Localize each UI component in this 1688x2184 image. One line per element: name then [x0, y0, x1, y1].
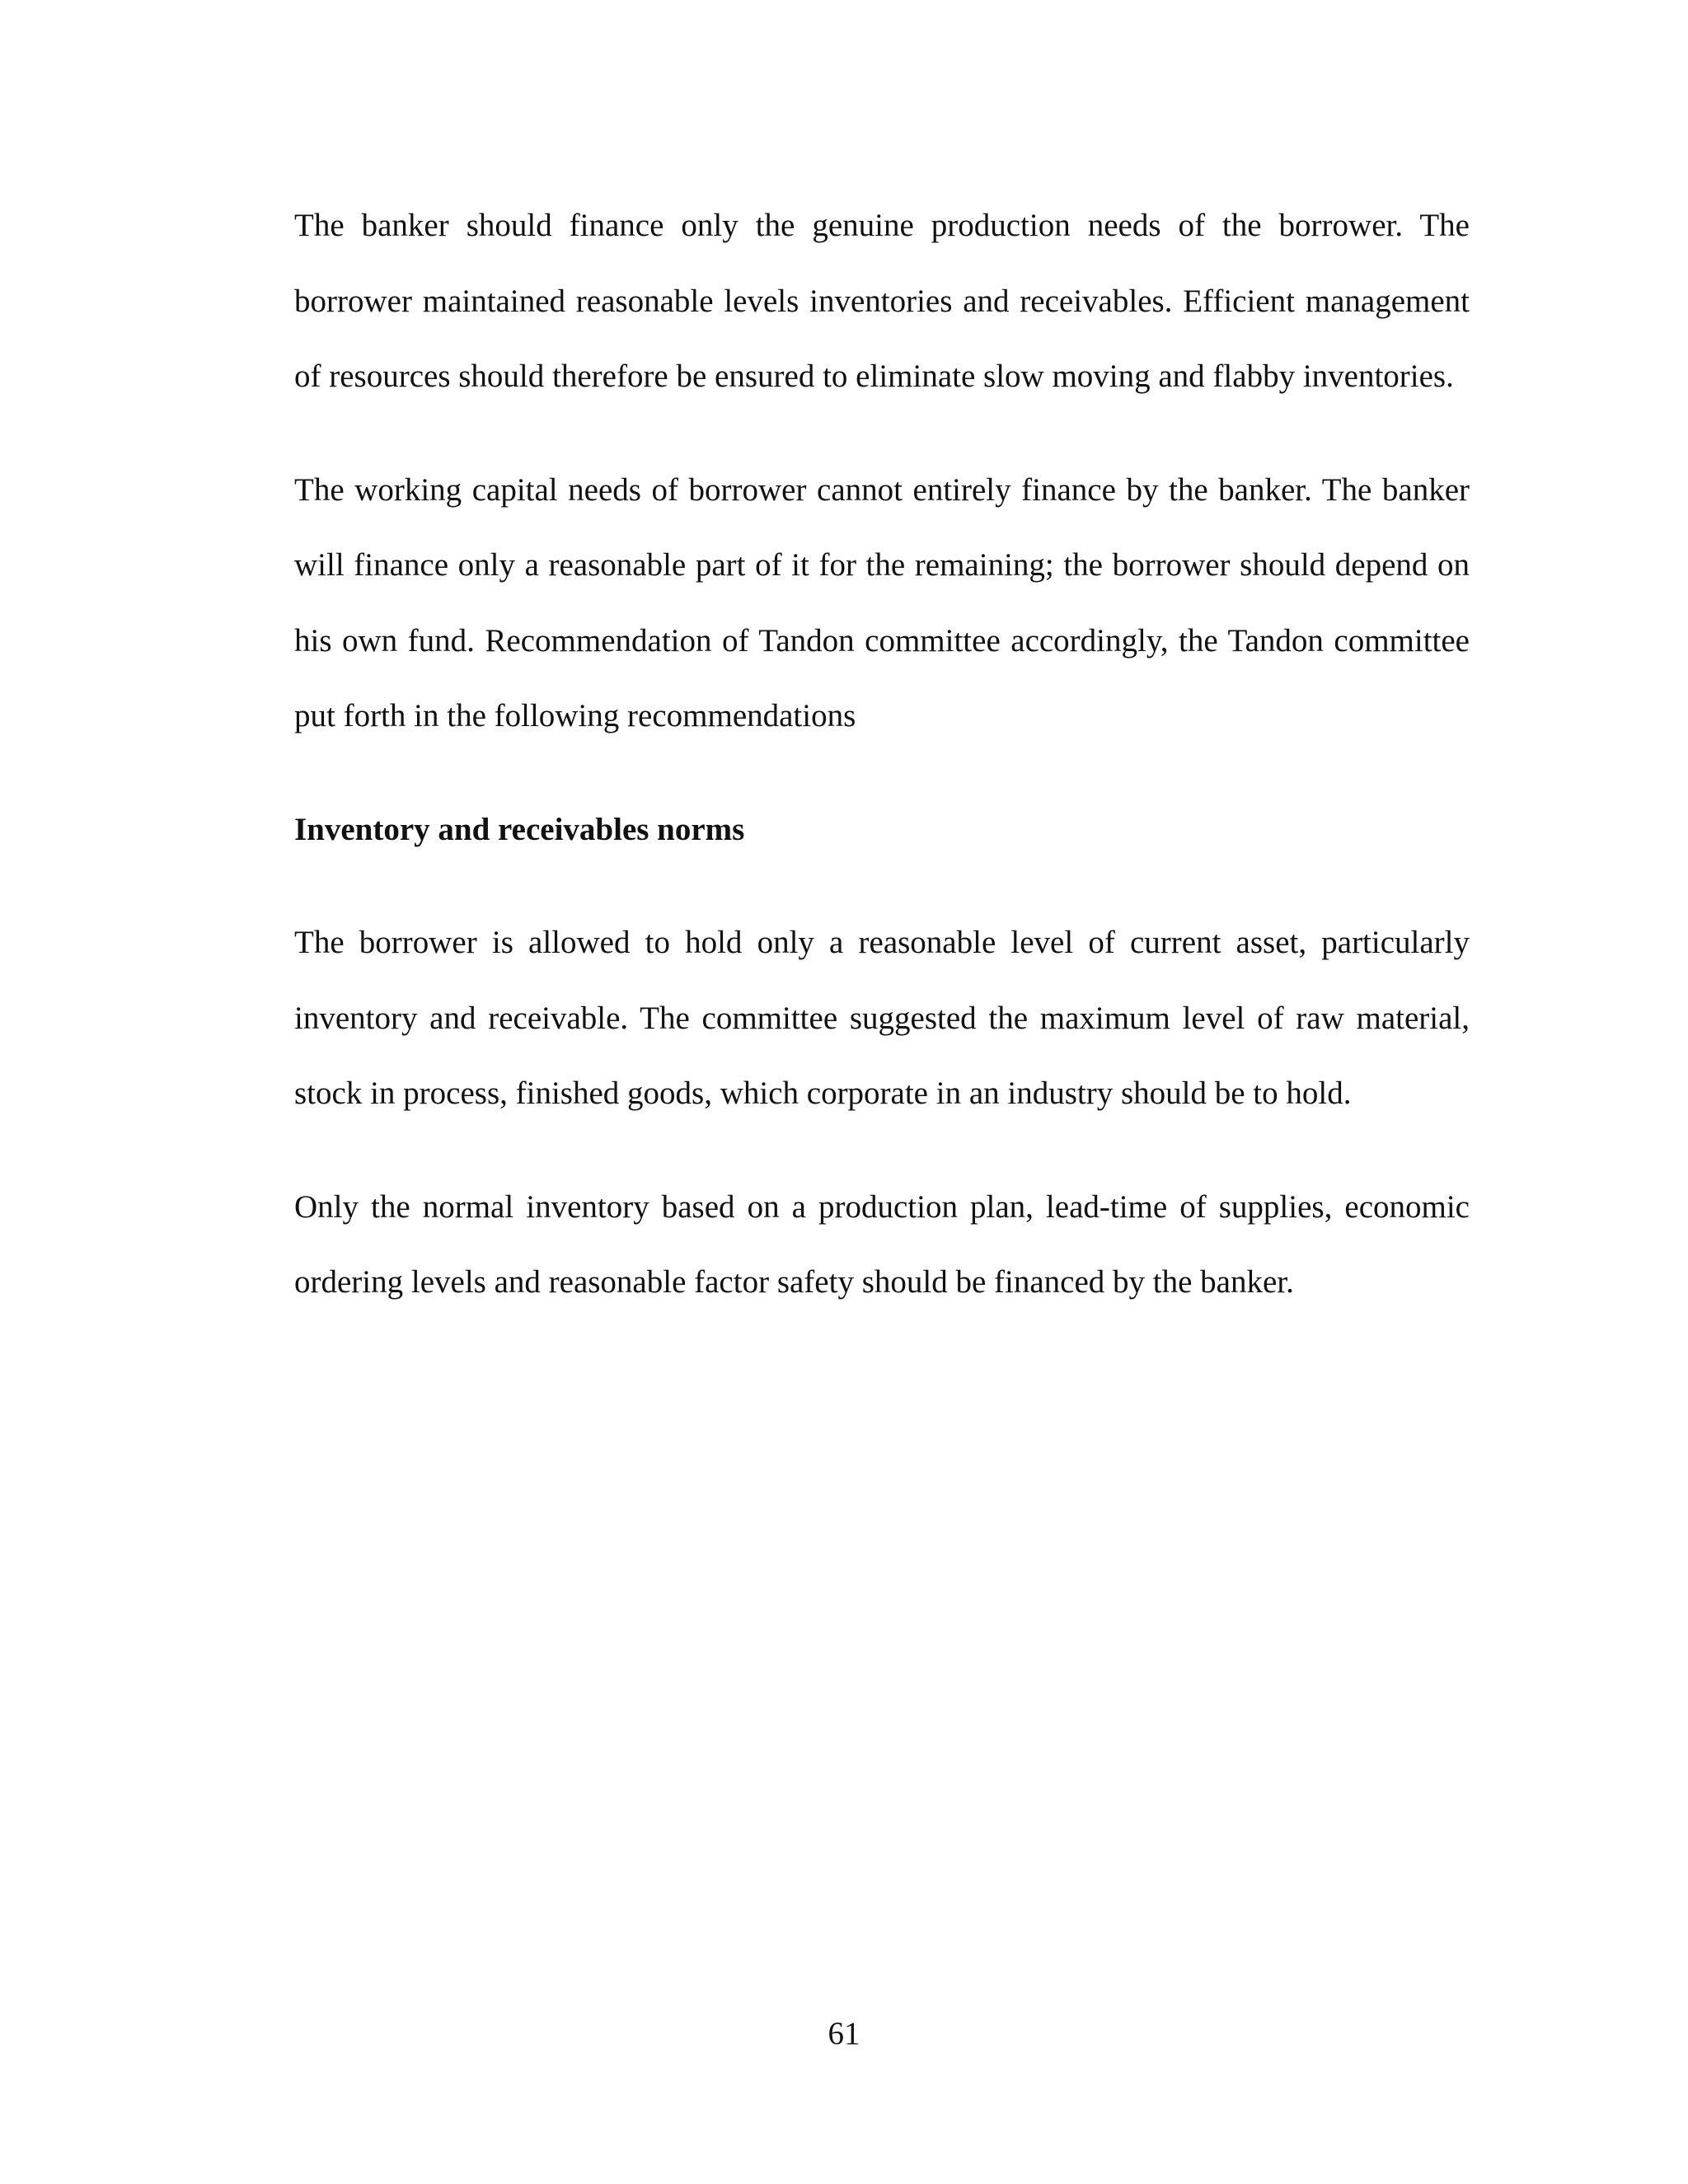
- page-number: 61: [828, 2016, 860, 2051]
- section-heading: Inventory and receivables norms: [294, 811, 745, 847]
- paragraph-banker-finance: The banker should finance only the genuine production needs of the borrower. The borrower maintained reasonable levels inventories and receivables. Efficient management of resources should therefore be ensured to eliminate slow moving and flabby inventories.: [294, 208, 1470, 394]
- paragraph-working-capital: The working capital needs of borrower cannot entirely finance by the banker. The banker will finance only a reasonable part of it for the remaining; the borrower should depend on his own fund. Recommendation of Tandon committee accordingly, the Tandon committee put forth in the following recommendations: [294, 471, 1470, 733]
- paragraph-normal-inventory: Only the normal inventory based on a production plan, lead-time of supplies, economic ordering levels and reasonable factor safety should be financed by the banker.: [294, 1188, 1470, 1300]
- paragraph-inventory-norms: The borrower is allowed to hold only a reasonable level of current asset, particularly inventory and receivable. The committee suggested the maximum level of raw material, stock in process, finished goods, which corporate in an industry should be to hold.: [294, 925, 1470, 1111]
- page-body: [294, 188, 1470, 1320]
